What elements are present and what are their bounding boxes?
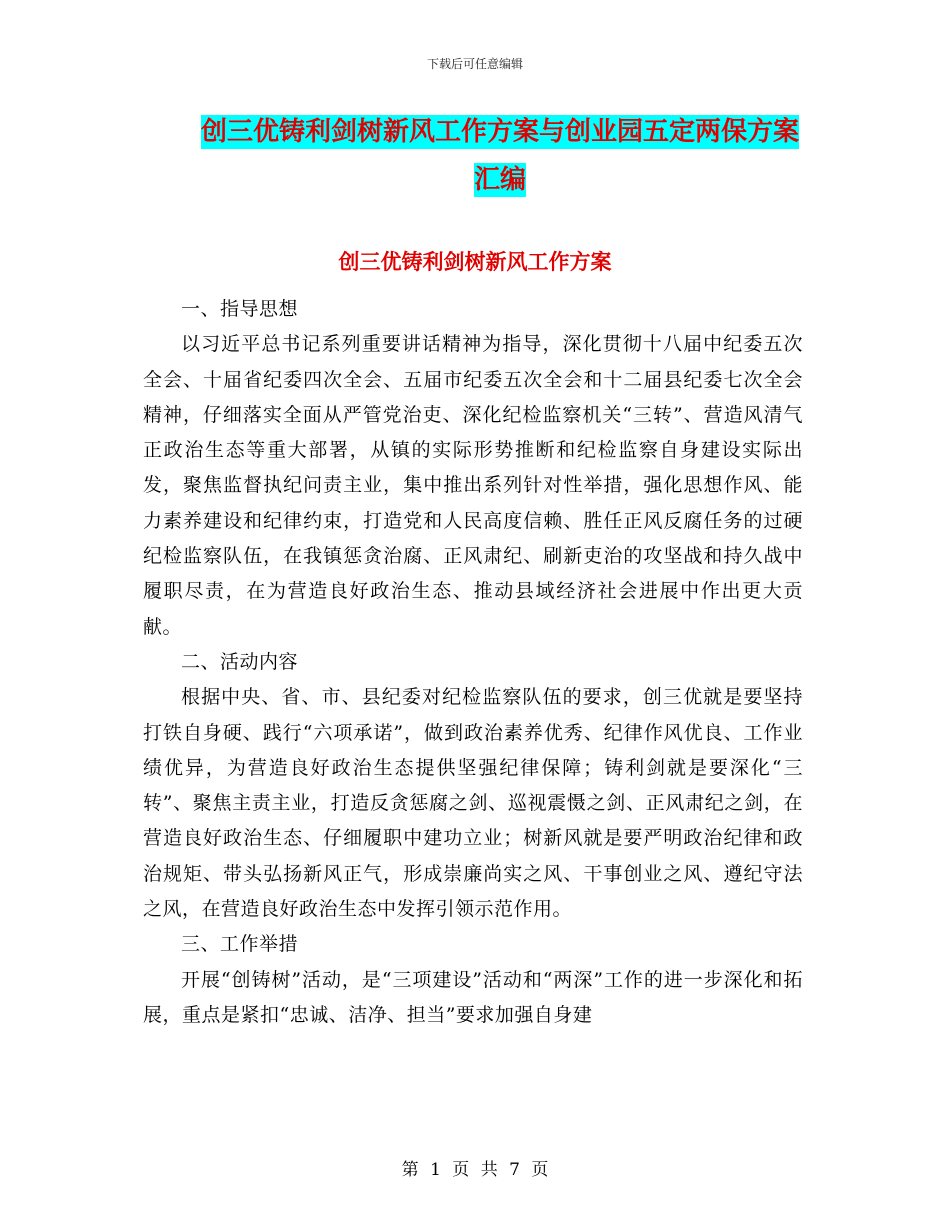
section-paragraph-3: 开展“创铸树”活动，是“三项建设”活动和“两深”工作的进一步深化和拓展，重点是紧扣“忠诚、洁净、担当”要求加强自身建 xyxy=(143,968,803,1026)
page-footer: 第 1 页 共 7 页 xyxy=(401,1160,549,1180)
section-paragraph-2: 根据中央、省、市、县纪委对纪检监察队伍的要求，创三优就是要坚持打铁自身硬、践行“六项承诺”，做到政治素养优秀、纪律作风优良、工作业绩优异，为营造良好政治生态提供坚强纪律保障；铸利剑就是要深化“三转”、聚焦主责主业，打造反贪惩腐之剑、巡视震慑之剑、正风肃纪之剑，在营造良好政治生态、仔细履职中建功立业；树新风就是要严明政治纪律和政治规矩、带头弘扬新风正气，形成崇廉尚实之风、干事创业之风、遵纪守法之风，在营造良好政治生态中发挥引领示范作用。 xyxy=(143,686,803,921)
document-title-line-1: 创三优铸利剑树新风工作方案与创业园五定两保方案 xyxy=(200,117,799,147)
section-heading-2: 二、活动内容 xyxy=(181,650,299,673)
section-heading-1: 一、指导思想 xyxy=(181,298,299,320)
document-body xyxy=(143,292,803,1033)
header-note: 下载后可任意编辑 xyxy=(426,57,523,71)
section-paragraph-1: 以习近平总书记系列重要讲话精神为指导，深化贯彻十八届中纪委五次全会、十届省纪委四次全会、五届市纪委五次全会和十二届县纪委七次全会精神，仔细落实全面从严管党治吏、深化纪检监察机关“三转”、营造风清气正政治生态等重大部署，从镇的实际形势推断和纪检监察自身建设实际出发，聚焦监督执纪问责主业，集中推出系列针对性举措，强化思想作风、能力素养建设和纪律约束，打造党和人民高度信赖、胜任正风反腐任务的过硬纪检监察队伍，在我镇惩贪治腐、正风肃纪、刷新吏治的攻坚战和持久战中履职尽责，在为营造良好政治生态、推动县域经济社会进展中作出更大贡献。 xyxy=(143,333,803,638)
document-title-line-2: 汇编 xyxy=(473,165,526,195)
document-title xyxy=(140,108,860,204)
section-heading-3: 三、工作举措 xyxy=(181,933,299,956)
section-title: 创三优铸利剑树新风工作方案 xyxy=(338,249,612,274)
